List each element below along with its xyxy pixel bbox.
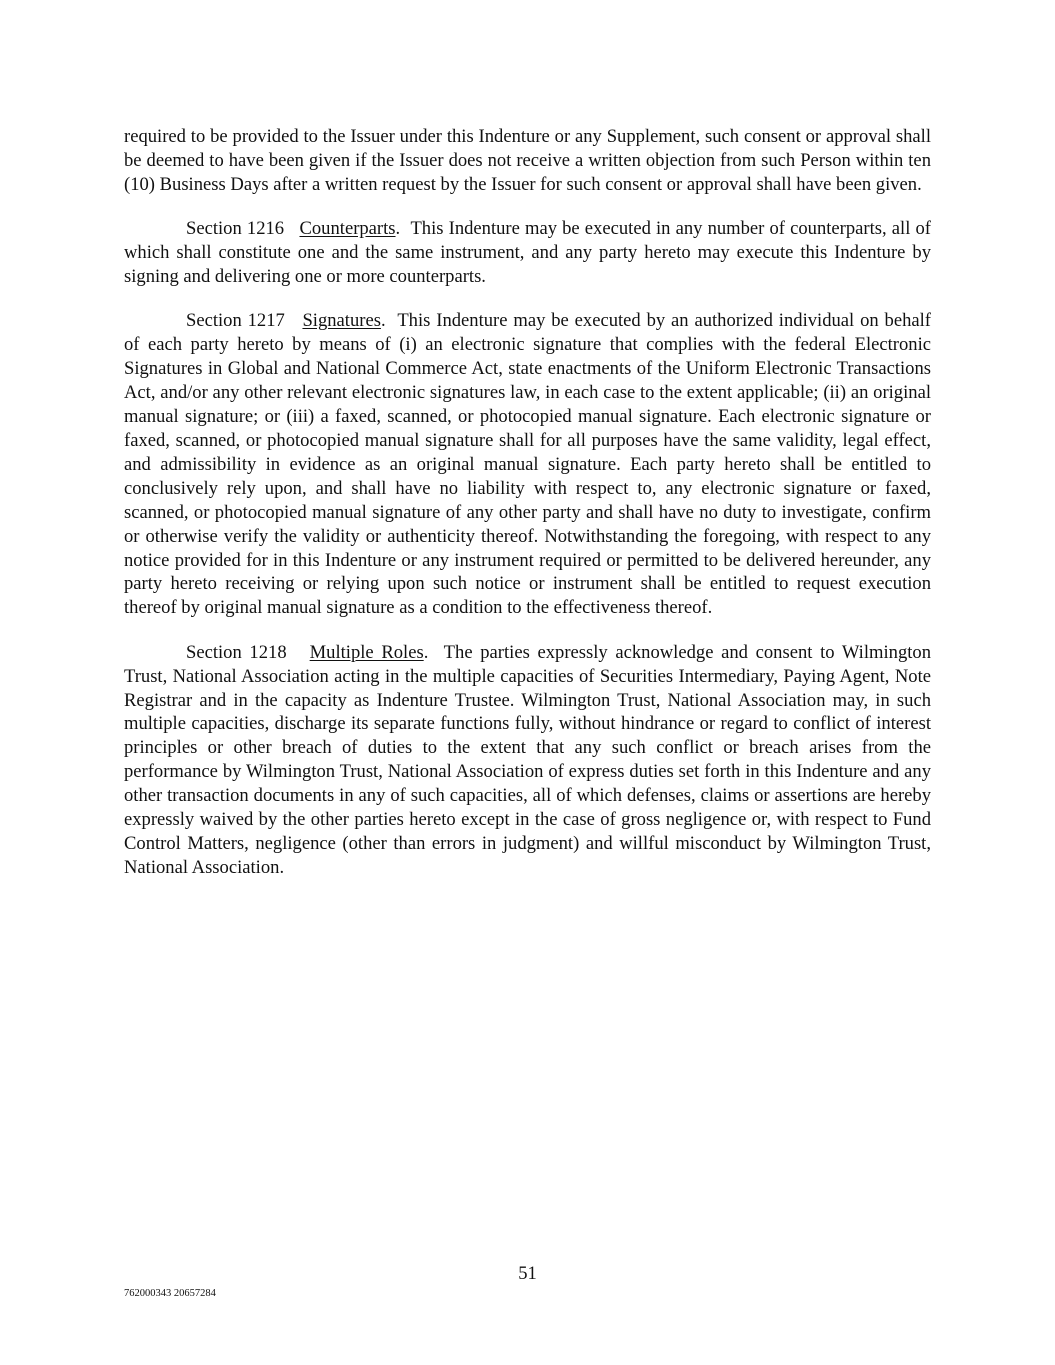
page-number: 51	[518, 1263, 537, 1284]
section-number: Section 1217	[186, 310, 285, 332]
document-id: 762000343 20657284	[124, 1288, 216, 1299]
section-1217-paragraph: Section 1217 Signatures. This Indenture may be executed by an authorized individual on behalf of each party hereto by means of (i) an electronic signature that complies with the federal Electronic Signatures in Global and National Commerce Act, state enactments of the Uniform Electronic Transactions Act, and/or any other relevant electronic signatures law, in each case to the extent applicable; (ii) an original manual signature; or (iii) a faxed, scanned, or photocopied manual signature. Each electronic signature or faxed, scanned, or photocopied manual signature shall for all purposes have the same validity, legal effect, and admissibility in evidence as an original manual signature. Each party hereto shall be entitled to conclusively rely upon, and shall have no liability with respect to, any electronic signature or faxed, scanned, or photocopied manual signature of any other party and shall have no duty to investigate, confirm or otherwise verify the validity or authenticity thereof. Notwithstanding the foregoing, with respect to any notice provided for in this Indenture or any instrument required or permitted to be delivered hereunder, any party hereto receiving or relying upon such notice or instrument shall be entitled to request execution thereof by original manual signature as a condition to the effectiveness thereof.	[124, 310, 931, 619]
section-number: Section 1218	[186, 641, 287, 663]
section-1216-paragraph: Section 1216 Counterparts. This Indenture may be executed in any number of counterparts, all of which shall constitute one and the same instrument, and any party hereto may execute this Indenture by signing and delivering one or more counterparts.	[124, 218, 931, 288]
section-caption: Multiple Roles	[309, 641, 424, 663]
section-number: Section 1216	[186, 218, 285, 240]
section-1218-paragraph: Section 1218 Multiple Roles. The parties expressly acknowledge and consent to Wilmington Trust, National Association acting in the multiple capacities of Securities Intermediary, Paying Agent, Note Registrar and in the capacity as Indenture Trustee. Wilmington Trust, National Association may, in such multiple capacities, discharge its separate functions fully, without hindrance or regard to conflict of interest principles or other breach of duties to the extent that any such conflict or breach arises from the performance by Wilmington Trust, National Association of express duties set forth in this Indenture and any other transaction documents in any of such capacities, all of which defenses, claims or assertions are hereby expressly waived by the other parties hereto except in the case of gross negligence or, with respect to Fund Control Matters, negligence (other than errors in judgment) and willful misconduct by Wilmington Trust, National Association.	[124, 641, 931, 878]
continuation-paragraph: required to be provided to the Issuer under this Indenture or any Supplement, such consent or approval shall be deemed to have been given if the Issuer does not receive a written objection from such Person within ten (10) Business Days after a written request by the Issuer for such consent or approval shall have been given.	[124, 126, 931, 195]
section-text: This Indenture may be executed by an authorized individual on behalf of each party hereto by means of (i) an electronic signature that complies with the federal Electronic Signatures in Global and National Commerce Act, state enactments of the Uniform Electronic Transactions Act, and/or any other relevant electronic signatures law, in each case to the extent applicable; (ii) an original manual signature; or (iii) a faxed, scanned, or photocopied manual signature. Each electronic signature or faxed, scanned, or photocopied manual signature shall for all purposes have the same validity, legal effect, and admissibility in evidence as an original manual signature. Each party hereto shall be entitled to conclusively rely upon, and shall have no liability with respect to, any electronic signature or faxed, scanned, or photocopied manual signature of any other party and shall have no duty to investigate, confirm or otherwise verify the validity or authenticity thereof. Notwithstanding the foregoing, with respect to any notice provided for in this Indenture or any instrument required or permitted to be delivered hereunder, any party hereto receiving or relying upon such notice or instrument shall be entitled to request execution thereof by original manual signature as a condition to the effectiveness thereof.	[124, 310, 931, 619]
section-text: The parties expressly acknowledge and consent to Wilmington Trust, National Association acting in the multiple capacities of Securities Intermediary, Paying Agent, Note Registrar and in the capacity as Indenture Trustee. Wilmington Trust, National Association may, in such multiple capacities, discharge its separate functions fully, without hindrance or regard to conflict of interest principles or other breach of duties to the extent that any such conflict or breach arises from the performance by Wilmington Trust, National Association of express duties set forth in this Indenture and any other transaction documents in any of such capacities, all of which defenses, claims or assertions are hereby expressly waived by the other parties hereto except in the case of gross negligence or, with respect to Fund Control Matters, negligence (other than errors in judgment) and willful misconduct by Wilmington Trust, National Association.	[124, 641, 931, 878]
document-body	[124, 125, 931, 900]
section-caption: Signatures	[302, 310, 381, 332]
section-caption: Counterparts	[299, 218, 396, 240]
section-text: This Indenture may be executed in any number of counterparts, all of which shall constitute one and the same instrument, and any party hereto may execute this Indenture by signing and delivering one or more counterparts.	[124, 218, 931, 288]
